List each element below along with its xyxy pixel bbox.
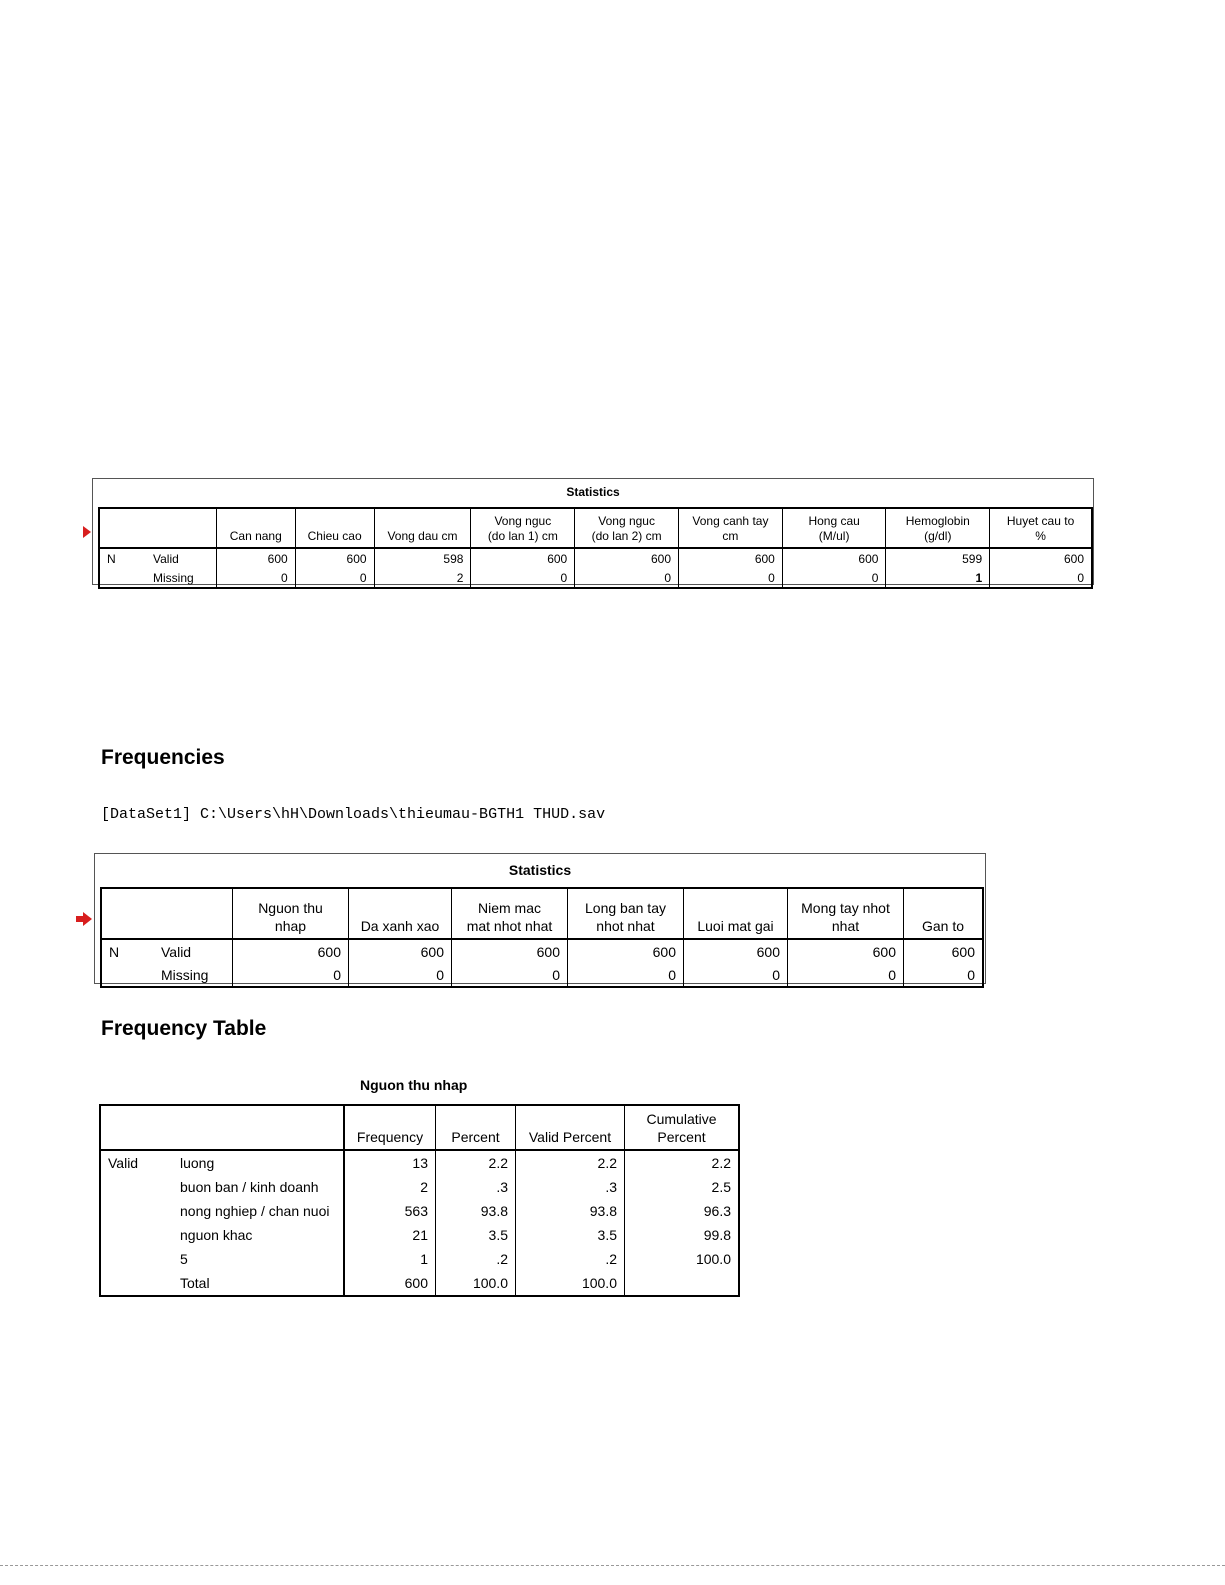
table-cell: 3.5	[516, 1223, 625, 1247]
statistics-table	[98, 507, 1093, 589]
table-cell: .2	[516, 1247, 625, 1271]
row-group-label: Valid	[108, 1155, 139, 1171]
frequency-table	[99, 1104, 740, 1297]
row-label: 5	[180, 1251, 188, 1267]
table-cell: 0	[295, 568, 374, 588]
table-cell: 93.8	[516, 1199, 625, 1223]
row-label-cell	[99, 548, 216, 568]
column-header: Frequency	[344, 1105, 436, 1150]
table-cell: 2.2	[625, 1150, 740, 1175]
table-cell: 600	[782, 548, 886, 568]
table-cell: 2.2	[516, 1150, 625, 1175]
table-cell: 0	[904, 963, 984, 987]
table-row	[99, 548, 1092, 568]
column-header: Vong nguc (do lan 2) cm	[575, 508, 679, 548]
corner-cell	[100, 1105, 173, 1150]
table-cell: 600	[679, 548, 783, 568]
table-row	[100, 1271, 739, 1296]
table-cell: 1	[344, 1247, 436, 1271]
table-row	[100, 1247, 739, 1271]
table-cell: 0	[782, 568, 886, 588]
statistics-pivot-table-1	[92, 478, 1094, 585]
row-label: nong nghiep / chan nuoi	[180, 1203, 330, 1219]
row-label-cell	[101, 939, 233, 963]
table-cell: 599	[886, 548, 990, 568]
table-cell: 0	[990, 568, 1092, 588]
table-cell: 2	[344, 1175, 436, 1199]
table-cell: 600	[471, 548, 575, 568]
table-cell: 2	[374, 568, 471, 588]
column-header: Da xanh xao	[349, 888, 452, 939]
column-header: Niem mac mat nhot nhat	[452, 888, 568, 939]
frequency-table-title: Nguon thu nhap	[360, 1077, 468, 1093]
table-cell: 13	[344, 1150, 436, 1175]
corner-cell	[173, 1105, 344, 1150]
table-row	[100, 1199, 739, 1223]
table-cell: .3	[436, 1175, 516, 1199]
column-header: Mong tay nhot nhat	[788, 888, 904, 939]
table-cell: 1	[886, 568, 990, 588]
table-cell: 563	[344, 1199, 436, 1223]
table-cell: 0	[471, 568, 575, 588]
corner-cell	[99, 508, 216, 548]
row-label: luong	[180, 1155, 215, 1171]
table-header-row	[99, 508, 1092, 548]
corner-cell	[101, 888, 233, 939]
table-cell: 96.3	[625, 1199, 740, 1223]
table-cell: 600	[684, 939, 788, 963]
table-cell: 93.8	[436, 1199, 516, 1223]
table-cell: 600	[349, 939, 452, 963]
table-cell: .3	[516, 1175, 625, 1199]
table-cell: 2.2	[436, 1150, 516, 1175]
dataset-path: [DataSet1] C:\Users\hH\Downloads\thieumau-BGTH1 THUD.sav	[101, 806, 606, 823]
column-header: Nguon thu nhap	[233, 888, 349, 939]
column-header: Vong nguc (do lan 1) cm	[471, 508, 575, 548]
row-label: nguon khac	[180, 1227, 253, 1243]
row-label: Valid	[161, 943, 192, 960]
column-header: Long ban tay nhot nhat	[568, 888, 684, 939]
table-row	[100, 1223, 739, 1247]
column-header: Can nang	[216, 508, 295, 548]
column-header: Gan to	[904, 888, 984, 939]
column-header: Hong cau (M/ul)	[782, 508, 886, 548]
table-cell: .2	[436, 1247, 516, 1271]
table-cell: 0	[233, 963, 349, 987]
column-header: Chieu cao	[295, 508, 374, 548]
table-cell: 2.5	[625, 1175, 740, 1199]
column-header: Cumulative Percent	[625, 1105, 740, 1150]
column-header: Percent	[436, 1105, 516, 1150]
table-cell: 3.5	[436, 1223, 516, 1247]
table-cell: 100.0	[625, 1247, 740, 1271]
row-label: Valid	[153, 551, 179, 566]
row-pointer-arrow-icon	[83, 526, 91, 538]
frequency-table-heading: Frequency Table	[101, 1017, 267, 1040]
table-cell: 0	[575, 568, 679, 588]
table-row	[100, 1150, 739, 1175]
row-label: Missing	[161, 966, 209, 983]
table-cell: 600	[216, 548, 295, 568]
table-cell: 598	[374, 548, 471, 568]
statistics-title: Statistics	[508, 862, 572, 878]
row-label-cell	[101, 963, 233, 987]
column-header: Hemoglobin (g/dl)	[886, 508, 990, 548]
table-cell: 99.8	[625, 1223, 740, 1247]
table-row	[99, 568, 1092, 588]
table-cell: 0	[216, 568, 295, 588]
table-row	[100, 1175, 739, 1199]
table-cell: 21	[344, 1223, 436, 1247]
row-label: Missing	[153, 570, 194, 585]
table-cell: 600	[295, 548, 374, 568]
row-group-label: N	[107, 551, 116, 566]
statistics-pivot-table-2	[94, 853, 986, 984]
table-cell: 0	[788, 963, 904, 987]
frequencies-heading: Frequencies	[101, 746, 225, 769]
statistics-title: Statistics	[566, 485, 620, 499]
table-cell: 0	[684, 963, 788, 987]
column-header: Huyet cau to %	[990, 508, 1092, 548]
table-cell: 600	[233, 939, 349, 963]
table-cell: 0	[679, 568, 783, 588]
table-cell: 100.0	[516, 1271, 625, 1296]
table-row	[101, 963, 983, 987]
row-group-label: N	[109, 943, 120, 960]
statistics-table	[100, 887, 984, 988]
table-cell: 0	[349, 963, 452, 987]
table-header-row	[100, 1105, 739, 1150]
row-label: Total	[180, 1275, 210, 1291]
page-break-divider	[0, 1565, 1225, 1566]
row-label-cell	[99, 568, 216, 588]
table-cell: 600	[344, 1271, 436, 1296]
row-label: buon ban / kinh doanh	[180, 1179, 319, 1195]
row-pointer-arrow-icon	[76, 913, 92, 925]
column-header: Luoi mat gai	[684, 888, 788, 939]
table-cell: 600	[788, 939, 904, 963]
table-row	[101, 939, 983, 963]
table-cell: 0	[452, 963, 568, 987]
table-cell: 600	[904, 939, 984, 963]
table-header-row	[101, 888, 983, 939]
column-header: Vong dau cm	[374, 508, 471, 548]
table-cell: 600	[452, 939, 568, 963]
table-cell: 600	[575, 548, 679, 568]
table-cell: 0	[568, 963, 684, 987]
table-cell	[625, 1271, 740, 1296]
table-cell: 100.0	[436, 1271, 516, 1296]
table-cell: 600	[990, 548, 1092, 568]
column-header: Vong canh tay cm	[679, 508, 783, 548]
column-header: Valid Percent	[516, 1105, 625, 1150]
table-cell: 600	[568, 939, 684, 963]
